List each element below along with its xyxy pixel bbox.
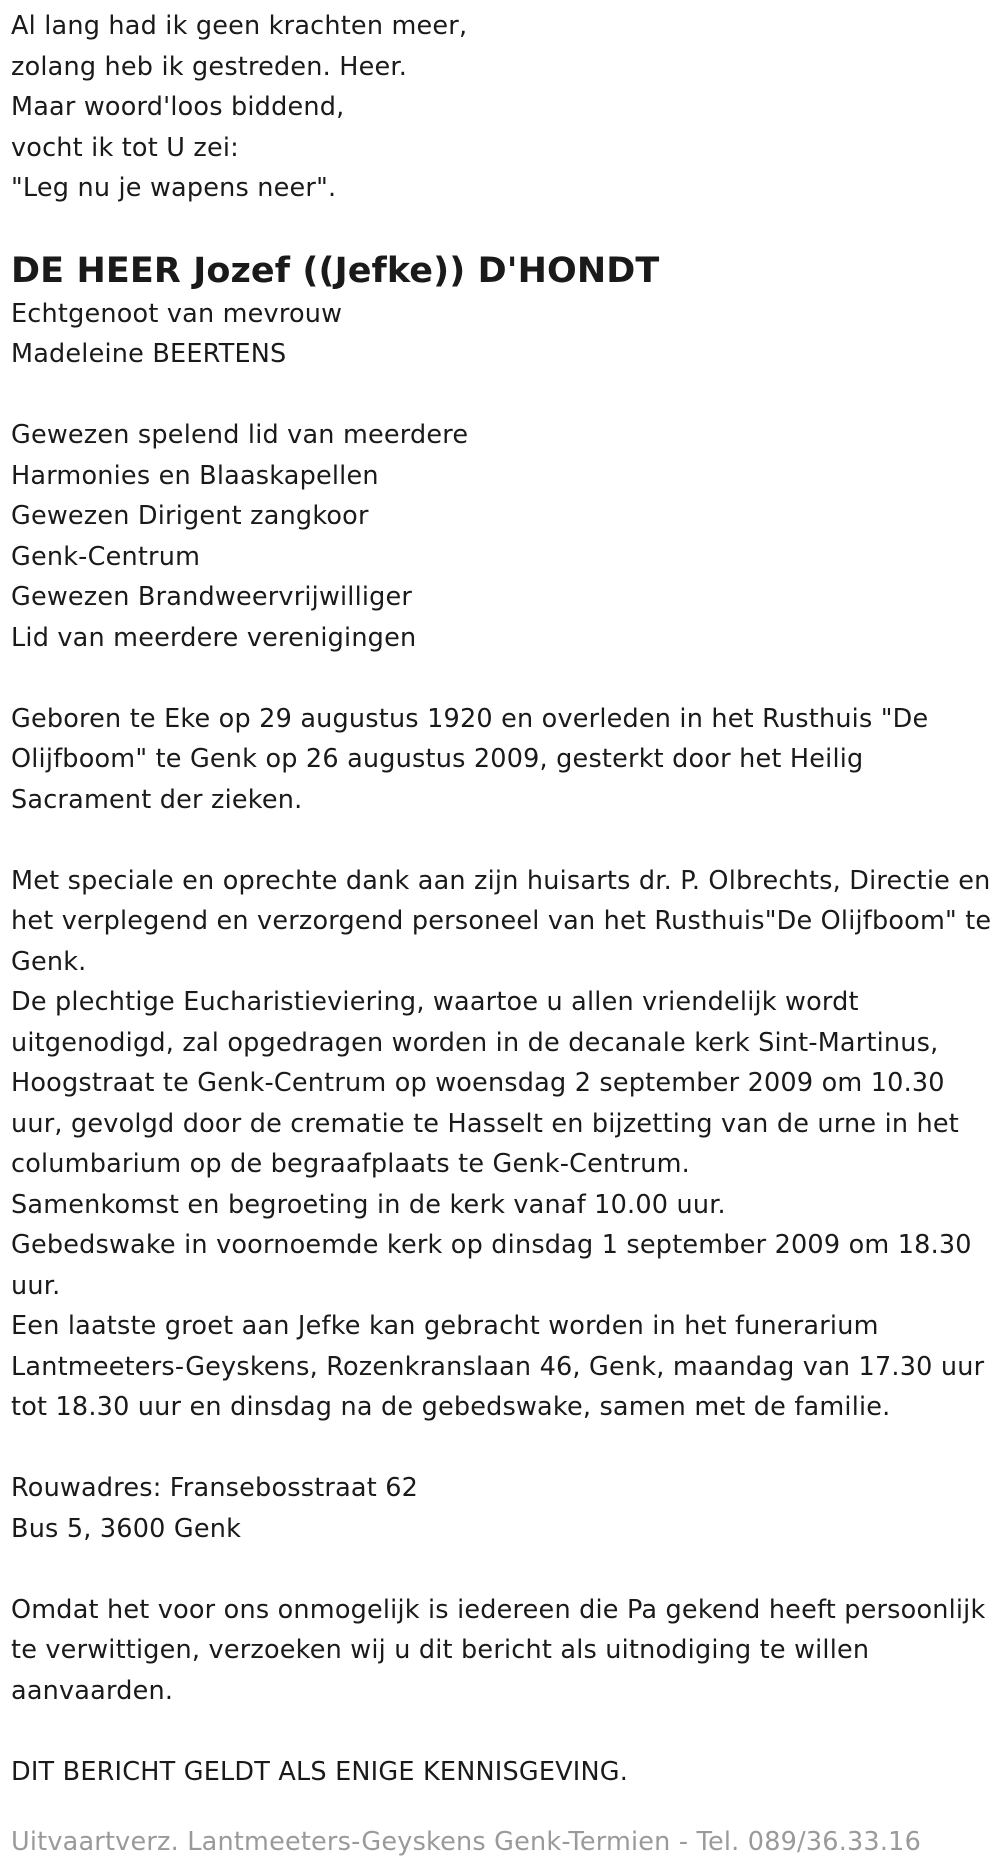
roles-list bbox=[11, 415, 992, 658]
role-line: Gewezen Dirigent zangkoor bbox=[11, 501, 369, 531]
ceremony-paragraph: De plechtige Eucharistieviering, waartoe u allen vriendelijk wordt uitgenodigd, zal opgedragen worden in de decanale kerk Sint-Martinus, Hoogstraat te Genk-Centrum op woensdag 2 september 2009 om 10.30 uur, gevolgd door de crematie te Hasselt en bijzetting van de urne in het columbarium op de begraafplaats te Genk-Centrum. bbox=[11, 987, 959, 1179]
deceased-name-heading: DE HEER Jozef ((Jefke)) D'HONDT bbox=[11, 250, 660, 291]
thanks-paragraph: Met speciale en oprechte dank aan zijn huisarts dr. P. Olbrechts, Directie en het verplegend en verzorgend personeel van het Rusthuis"De Olijfboom" te Genk. bbox=[11, 865, 992, 977]
invitation-paragraph: Omdat het voor ons onmogelijk is iedereen die Pa gekend heeft persoonlijk te verwittigen, verzoeken wij u dit bericht als uitnodiging te willen aanvaarden. bbox=[11, 1594, 986, 1706]
poem bbox=[11, 6, 992, 209]
poem-line: vocht ik tot U zei: bbox=[11, 132, 239, 163]
role-line: Harmonies en Blaaskapellen bbox=[11, 460, 379, 491]
gathering-paragraph: Samenkomst en begroeting in de kerk vanaf 10.00 uur. bbox=[11, 1189, 726, 1220]
poem-line: Al lang had ik geen krachten meer, bbox=[11, 11, 468, 41]
role-line: Gewezen spelend lid van meerdere bbox=[11, 420, 469, 450]
spouse-line: Echtgenoot van mevrouw bbox=[11, 298, 343, 329]
vigil-paragraph: Gebedswake in voornoemde kerk op dinsdag 1 september 2009 om 18.30 uur. bbox=[11, 1230, 972, 1301]
spouse-info bbox=[11, 294, 992, 375]
poem-line: Maar woord'loos biddend, bbox=[11, 92, 345, 122]
address-line: Rouwadres: Fransebosstraat 62 bbox=[11, 1473, 419, 1503]
spouse-line: Madeleine BEERTENS bbox=[11, 339, 287, 369]
mourning-address bbox=[11, 1468, 992, 1549]
birth-death-paragraph: Geboren te Eke op 29 augustus 1920 en overleden in het Rusthuis "De Olijfboom" te Genk op 26 augustus 2009, gesterkt door het Heilig Sacrament der zieken. bbox=[11, 703, 929, 815]
notice-line: DIT BERICHT GELDT ALS ENIGE KENNISGEVING. bbox=[11, 1756, 629, 1787]
spacer bbox=[11, 820, 992, 861]
farewell-paragraph: Een laatste groet aan Jefke kan gebracht worden in het funerarium Lantmeeters-Geyskens, Rozenkranslaan 46, Genk, maandag van 17.30 uur tot 18.30 uur en dinsdag na de gebedswake, samen met de familie. bbox=[11, 1311, 985, 1422]
role-line: Lid van meerdere verenigingen bbox=[11, 622, 417, 653]
address-line: Bus 5, 3600 Genk bbox=[11, 1513, 242, 1544]
role-line: Genk-Centrum bbox=[11, 541, 201, 572]
spacer bbox=[11, 1428, 992, 1469]
poem-line: zolang heb ik gestreden. Heer. bbox=[11, 51, 408, 82]
spacer bbox=[11, 658, 992, 699]
spacer bbox=[11, 1549, 992, 1590]
funeral-home-footer: Uitvaartverz. Lantmeeters-Geyskens Genk-Termien - Tel. 089/36.33.16 bbox=[11, 1827, 921, 1857]
spacer bbox=[11, 1711, 992, 1752]
poem-line: "Leg nu je wapens neer". bbox=[11, 173, 337, 203]
role-line: Gewezen Brandweervrijwilliger bbox=[11, 582, 413, 612]
spacer bbox=[11, 375, 992, 416]
